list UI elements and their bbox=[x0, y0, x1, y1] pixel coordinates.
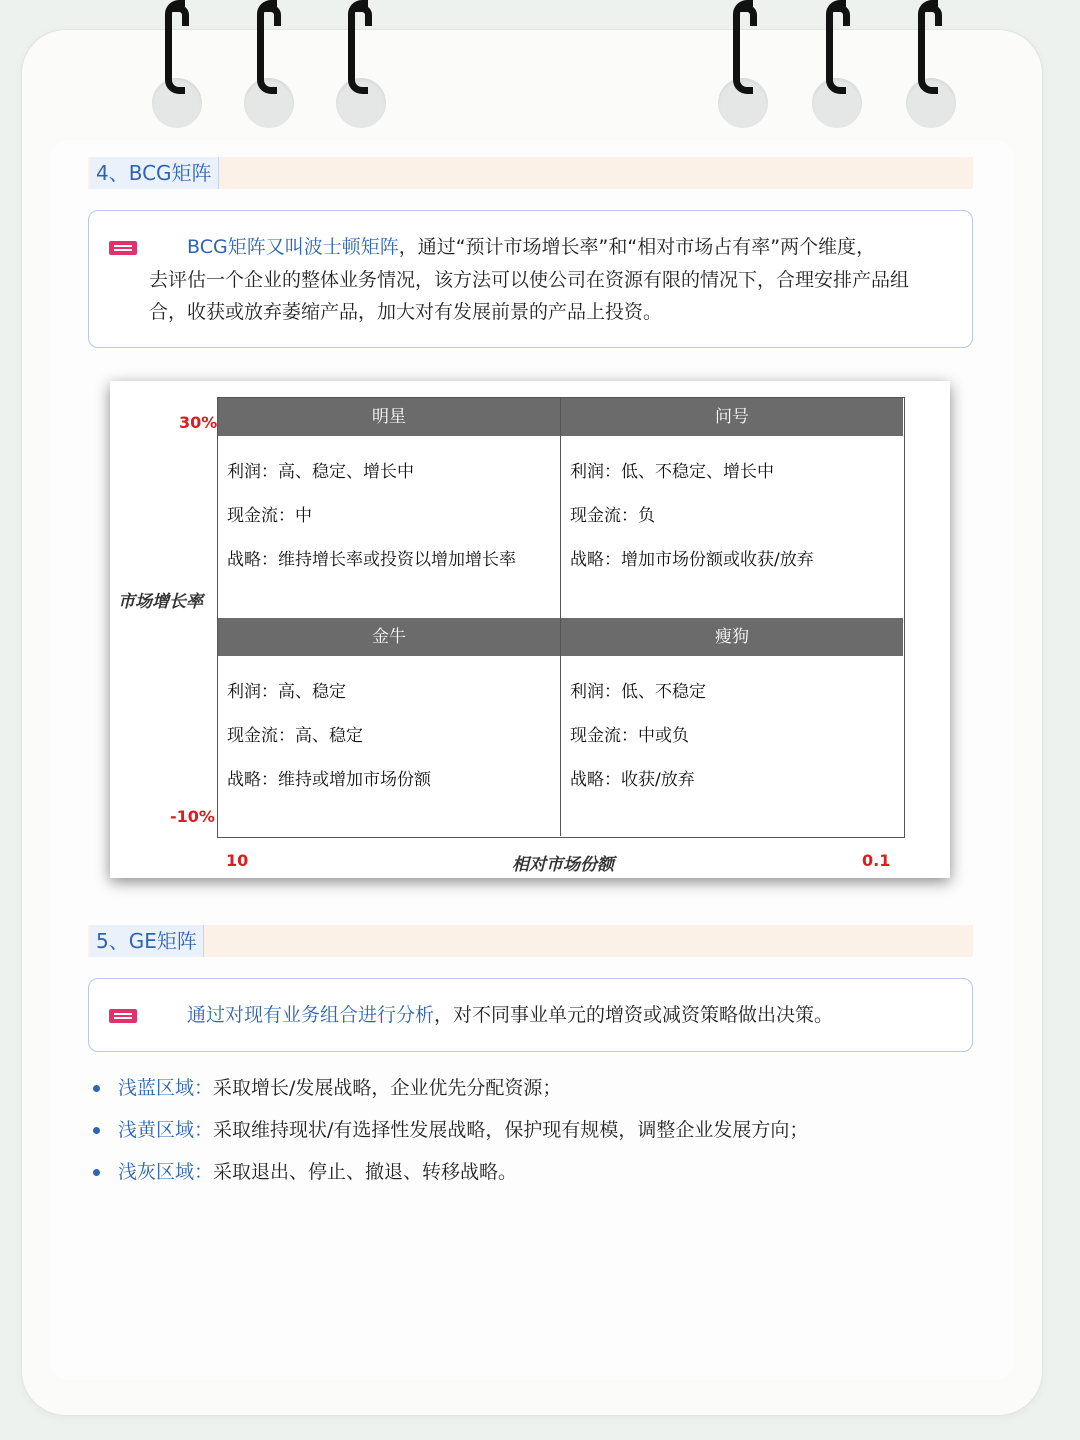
y-axis-top-label: 30% bbox=[179, 413, 218, 432]
bcg-grid bbox=[217, 397, 905, 838]
quadrant-star bbox=[218, 398, 561, 618]
quadrant-question bbox=[561, 398, 903, 618]
note-box-bcg bbox=[88, 210, 973, 348]
quadrant-line: 利润：高、稳定、增长中 bbox=[227, 462, 414, 482]
note-text bbox=[149, 999, 942, 1032]
quadrant-line: 利润：低、不稳定、增长中 bbox=[570, 462, 774, 482]
note-line: ，对不同事业单元的增资或减资策略做出决策。 bbox=[434, 1004, 834, 1026]
section-title-ge: 5、GE矩阵 bbox=[90, 925, 204, 957]
quadrant-title: 瘦狗 bbox=[561, 618, 903, 656]
bullet-text: 采取退出、停止、撤退、转移战略。 bbox=[213, 1161, 518, 1183]
x-axis-left-label: 10 bbox=[226, 851, 249, 870]
quadrant-line: 现金流：中 bbox=[227, 506, 312, 526]
quadrant-title: 明星 bbox=[218, 398, 560, 436]
y-axis-bottom-label: -10% bbox=[170, 807, 215, 826]
bullet-icon bbox=[93, 1169, 100, 1176]
bcg-matrix-figure bbox=[110, 381, 950, 878]
x-axis-right-label: 0.1 bbox=[862, 851, 891, 870]
quadrant-line: 利润：低、不稳定 bbox=[570, 682, 706, 702]
bullet-label: 浅蓝区域： bbox=[118, 1077, 214, 1099]
binder-ring-icon bbox=[918, 0, 938, 94]
quadrant-line: 战略：收获/放弃 bbox=[570, 770, 695, 790]
note-line: 去评估一个企业的整体业务情况，该方法可以使公司在资源有限的情况下，合理安排产品组 bbox=[149, 268, 910, 291]
list-item bbox=[90, 1156, 808, 1198]
y-axis-label: 市场增长率 bbox=[118, 592, 203, 612]
bullet-icon bbox=[93, 1127, 100, 1134]
note-line: 合，收获或放弃萎缩产品，加大对有发展前景的产品上投资。 bbox=[149, 301, 663, 323]
section-bar bbox=[88, 925, 973, 957]
quadrant-dog bbox=[561, 618, 903, 836]
quadrant-line: 战略：增加市场份额或收获/放弃 bbox=[570, 550, 814, 570]
note-text bbox=[149, 231, 942, 329]
tag-icon bbox=[109, 241, 137, 255]
quadrant-title: 金牛 bbox=[218, 618, 560, 656]
binder-ring-icon bbox=[257, 0, 277, 94]
binder-ring-icon bbox=[826, 0, 846, 94]
note-highlight: 通过对现有业务组合进行分析 bbox=[187, 1004, 435, 1026]
quadrant-line: 现金流：高、稳定 bbox=[227, 726, 363, 746]
quadrant-line: 战略：维持或增加市场份额 bbox=[227, 770, 431, 790]
section-bar bbox=[88, 157, 973, 189]
binder-ring-icon bbox=[348, 0, 368, 94]
bullet-label: 浅灰区域： bbox=[118, 1161, 214, 1183]
quadrant-line: 战略：维持增长率或投资以增加增长率 bbox=[227, 550, 516, 570]
ge-bullet-list bbox=[90, 1072, 808, 1198]
note-line: ，通过“预计市场增长率”和“相对市场占有率”两个维度， bbox=[398, 236, 876, 258]
binder-ring-icon bbox=[165, 0, 185, 94]
tag-icon bbox=[109, 1009, 137, 1023]
bullet-text: 采取增长/发展战略，企业优先分配资源； bbox=[213, 1077, 562, 1099]
quadrant-line: 利润：高、稳定 bbox=[227, 682, 346, 702]
quadrant-title: 问号 bbox=[561, 398, 903, 436]
list-item bbox=[90, 1114, 808, 1156]
section-title-bcg: 4、BCG矩阵 bbox=[90, 157, 219, 189]
bullet-icon bbox=[93, 1085, 100, 1092]
note-highlight: BCG矩阵又叫波士顿矩阵 bbox=[187, 236, 399, 258]
binder-ring-icon bbox=[733, 0, 753, 94]
quadrant-line: 现金流：中或负 bbox=[570, 726, 689, 746]
quadrant-line: 现金流：负 bbox=[570, 506, 655, 526]
bullet-text: 采取维持现状/有选择性发展战略，保护现有规模，调整企业发展方向； bbox=[213, 1119, 809, 1141]
quadrant-cash-cow bbox=[218, 618, 561, 836]
list-item bbox=[90, 1072, 808, 1114]
note-box-ge bbox=[88, 978, 973, 1052]
x-axis-label: 相对市场份额 bbox=[512, 855, 614, 875]
bullet-label: 浅黄区域： bbox=[118, 1119, 214, 1141]
